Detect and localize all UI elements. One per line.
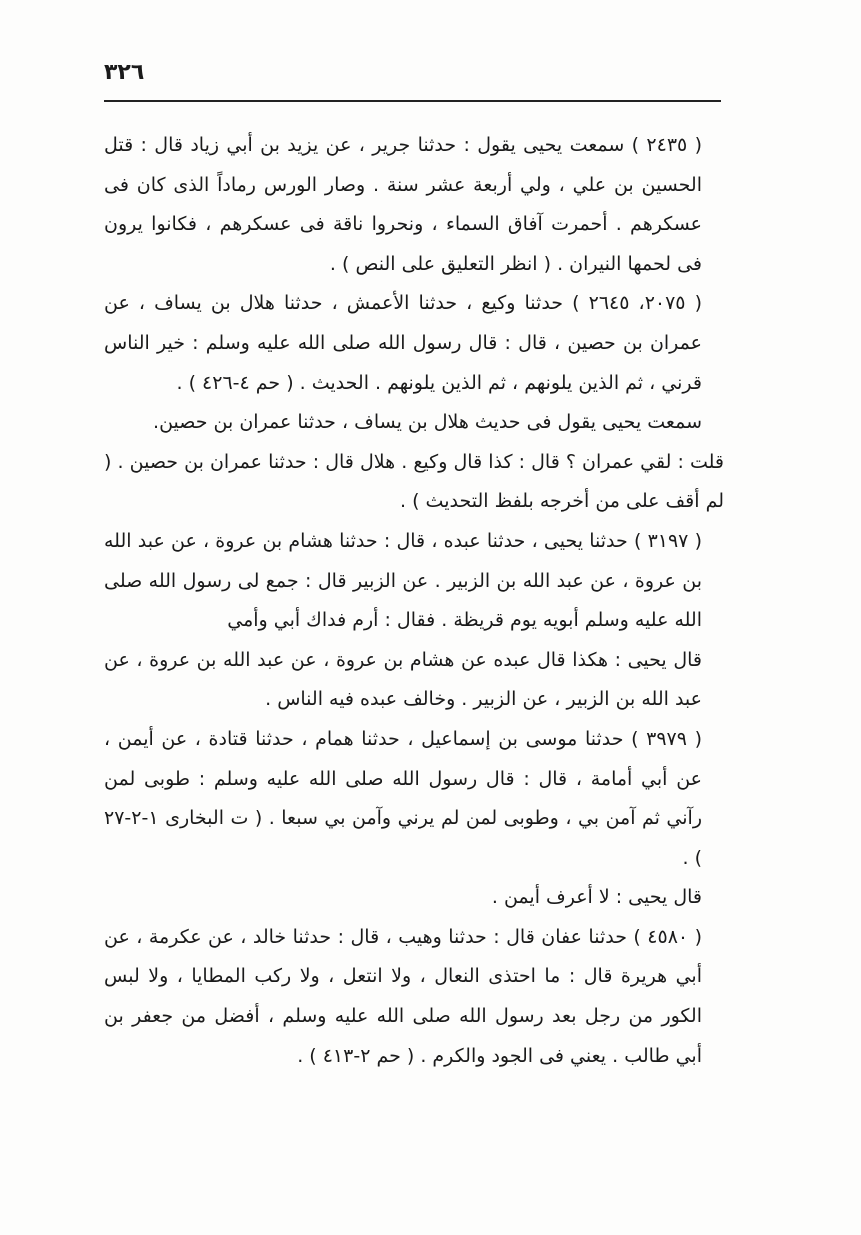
paragraph-yahya-abdah: قال يحيى : هكذا قال عبده عن هشام بن عروة ، عن عبد الله بن عروة ، عن عبد الله بن الزبير ، عن الزبير . وخالف عبده فيه الناس . (104, 648, 702, 711)
paragraph-yahya-ayman: قال يحيى : لا أعرف أيمن . (491, 886, 702, 909)
paragraph-4580: ( ٤٥٨٠ ) حدثنا عفان قال : حدثنا وهيب ، قال : حدثنا خالد ، عن عكرمة ، عن أبي هريرة قال : ما احتذى النعال ، ولا انتعل ، ولا ركب المطايا ، ولا لبس الكور من رجل بعد رسول الله صلى الله عليه وسلم ، أفضل من جعفر بن أبي طالب . يعني فى الجود والكرم . ( حم ٢-٤١٣ ) . (104, 925, 703, 1067)
paragraph-2075-2645: ( ٢٠٧٥، ٢٦٤٥ ) حدثنا وكيع ، حدثنا الأعمش ، حدثنا هلال بن يساف ، عن عمران بن حصين ، قال : قال رسول الله صلى الله عليه وسلم : خير الناس قرني ، ثم الذين يلونهم ، ثم الذين يلونهم . الحديث . ( حم ٤-٤٢٦ ) . (104, 292, 703, 394)
paragraph-3979: ( ٣٩٧٩ ) حدثنا موسى بن إسماعيل ، حدثنا همام ، حدثنا قتادة ، عن أيمن ، عن أبي أمامة ، قال : قال رسول الله صلى الله عليه وسلم : طوبى لمن رآني ثم آمن بي ، وطوبى لمن لم يرني وآمن بي سبعا . ( ت البخارى ١-٢-٢٧ ) . (104, 727, 702, 869)
paragraph-3197: ( ٣١٩٧ ) حدثنا يحيى ، حدثنا عبده ، قال : حدثنا هشام بن عروة ، عن عبد الله بن عروة ، عن عبد الله بن الزبير . عن الزبير قال : جمع لى رسول الله صلى الله عليه وسلم أبويه يوم قريظة . فقال : أرم فداك أبي وأمي (104, 529, 702, 632)
paragraph-yahya-hilal: سمعت يحيى يقول فى حديث هلال بن يساف ، حدثنا عمران بن حصين. (153, 411, 702, 434)
header-rule (104, 100, 721, 102)
body-text (104, 126, 724, 1076)
paragraph-qultu: قلت : لقي عمران ؟ قال : كذا قال وكيع . هلال قال : حدثنا عمران بن حصين . ( لم أقف على من أخرجه بلفظ التحديث ) . (104, 450, 724, 513)
paragraph-2435: ( ٢٤٣٥ ) سمعت يحيى يقول : حدثنا جرير ، عن يزيد بن أبي زياد قال : قتل الحسين بن علي ، ولي أربعة عشر سنة . وصار الورس رماداً الذى كان فى عسكرهم . أحمرت آفاق السماء ، ونحروا ناقة فى عسكرهم ، فكانوا يرون فى لحمها النيران . ( انظر التعليق على النص ) . (104, 134, 702, 275)
page-number: ٣٢٦ (104, 60, 145, 85)
